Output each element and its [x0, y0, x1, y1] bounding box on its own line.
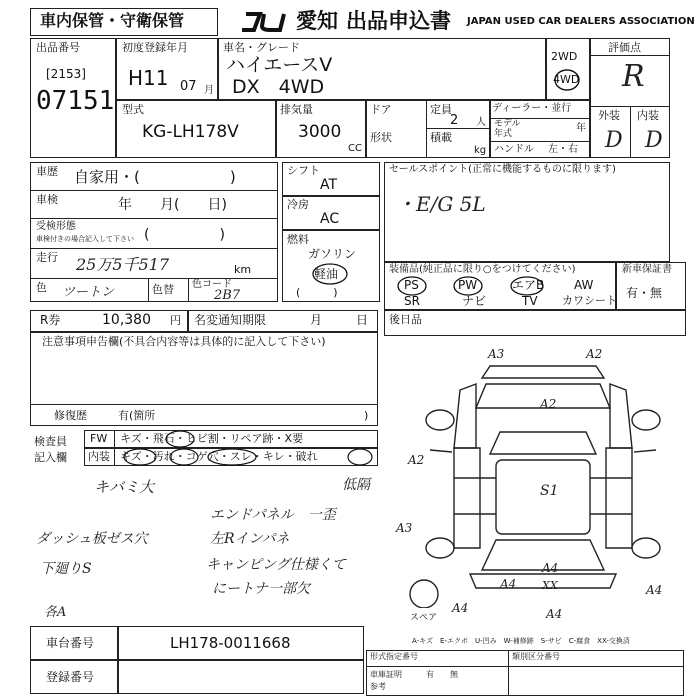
mileage-label: 走行: [36, 251, 58, 264]
dmg-mark-a2-side: A2: [408, 453, 425, 467]
inspector-label: 検査員 記入欄: [34, 435, 67, 464]
org-english: JAPAN USED CAR DEALERS ASSOCIATION: [467, 16, 695, 27]
dmg-mark-a2-front: A2: [540, 397, 557, 411]
recycle-label: R券: [40, 313, 61, 327]
dealer-import-label: ディーラー・並行: [492, 103, 572, 114]
load-unit: kg: [474, 145, 487, 156]
note-line-5: 左Rインパネ: [210, 531, 290, 547]
seats-unit: 人: [476, 117, 486, 128]
drive-4wd-circle-icon: [552, 68, 582, 92]
fuel-circle-icon: [310, 262, 350, 286]
lot-label: 出品番号: [36, 41, 80, 54]
dmg-mark-a3-top: A3: [488, 347, 505, 361]
color-value: ツートン: [62, 285, 115, 300]
registration-label: 初度登録年月: [122, 41, 188, 54]
note-line-6: キャンピング仕様くて: [206, 557, 346, 573]
interior-label: 内装: [88, 450, 110, 463]
recycle-unit: 円: [170, 314, 181, 327]
dealer-handle-opts: 左・右: [548, 144, 578, 155]
fw-items: キズ・飛石・ヒビ割・リペア跡・X要: [120, 432, 304, 445]
equip-tv: TV: [522, 294, 538, 308]
history-divider-4: [30, 278, 278, 279]
color-code-value: 2B7: [214, 288, 241, 303]
equip-navi: ナビ: [462, 294, 487, 308]
shape-label: 形状: [370, 131, 392, 144]
seats-label: 定員: [430, 103, 452, 116]
inspection-label: 車検: [36, 193, 58, 206]
doors-label: ドア: [370, 103, 392, 116]
fuel-diesel: 軽油: [314, 267, 339, 281]
rating-divider-3: [630, 106, 631, 158]
registration-month: 07: [180, 79, 197, 94]
ac-label: 冷房: [287, 198, 309, 211]
fw-label: FW: [90, 432, 108, 445]
history-label: 車歴: [36, 165, 58, 178]
org-name: 愛知: [296, 9, 338, 33]
warranty-value: 有・無: [626, 286, 663, 300]
notes-label: 注意事項申告欄(不具合内容等は具体的に記入して下さい): [42, 335, 326, 348]
shift-value: AT: [320, 177, 338, 193]
note-line-7: にートナ一部欠: [212, 581, 310, 597]
name-change-month-unit: 月: [310, 313, 323, 327]
equip-sr: SR: [404, 294, 420, 308]
garage-no: 無: [450, 670, 458, 679]
repair-label: 修復歴: [54, 409, 87, 422]
ac-value: AC: [320, 211, 340, 227]
plate-value-box: [118, 660, 364, 694]
note-line-8: 低隔: [342, 477, 370, 493]
fuel-label: 燃料: [287, 233, 309, 246]
rating-exterior-value: D: [605, 128, 623, 153]
interior-items: キズ・汚れ・コゲ穴・スレ・キレ・破れ: [120, 450, 318, 463]
fuel-gasoline: ガソリン: [308, 247, 357, 261]
later-date-box: [384, 310, 686, 336]
notes-repair-divider: [30, 404, 378, 405]
lot-number: 07151: [36, 86, 115, 116]
history-divider-1: [30, 190, 278, 191]
car-grade: DX 4WD: [232, 76, 325, 98]
equipment-label: 装備品(純正品に限り○をつけてください): [389, 264, 576, 275]
rating-exterior-label: 外装: [598, 109, 620, 122]
inspector-circles-icon: [84, 430, 378, 468]
dealer-handle-label: ハンドル: [494, 144, 534, 155]
car-body-diagram-icon: [400, 338, 680, 608]
plate-label: 登録番号: [46, 670, 95, 684]
garage-label: 車庫証明: [370, 670, 402, 679]
recycle-value: 10,380: [102, 312, 151, 328]
color-code-label: 色コード: [192, 279, 232, 290]
equip-pw: PW: [458, 278, 478, 292]
dmg-mark-a4-spare: A4: [452, 601, 469, 615]
equip-aw: AW: [574, 278, 594, 292]
color-divider-a: [148, 278, 149, 302]
equip-leather-seat: カワシート: [562, 294, 617, 307]
rating-score: R: [622, 59, 645, 94]
load-label: 積載: [430, 131, 452, 144]
repair-close: ): [364, 409, 369, 422]
engine-unit: CC: [348, 143, 362, 154]
model-value: KG-LH178V: [142, 122, 239, 142]
color-label: 色: [36, 281, 47, 294]
rating-label: 評価点: [608, 41, 641, 54]
warranty-label: 新車保証書: [622, 264, 672, 275]
registration-month-unit: 月: [204, 85, 214, 96]
engine-value: 3000: [298, 122, 342, 142]
color-divider-b: [188, 278, 189, 302]
sales-point-label: セールスポイント(正常に機能するものに限ります): [389, 164, 616, 175]
registration-era-year: H11: [128, 66, 169, 90]
name-change-day-unit: 日: [356, 313, 369, 327]
note-line-9: 各A: [44, 605, 67, 620]
type-divider-v: [508, 650, 509, 696]
chassis-label: 車台番号: [46, 636, 95, 650]
rating-interior-label: 内装: [637, 109, 659, 122]
dmg-mark-s1-roof: S1: [540, 483, 559, 499]
history-value: 自家用・( ): [74, 168, 236, 186]
dealer-model-year-label: モデル 年式: [494, 119, 521, 139]
later-date-label: 後日品: [389, 313, 422, 326]
lot-sub-number: [2153]: [46, 67, 86, 81]
rating-divider: [590, 55, 670, 56]
fuel-other: ( ): [296, 286, 338, 299]
name-change-label: 名変通知期限: [194, 313, 267, 327]
rating-interior-value: D: [645, 128, 663, 153]
equip-ps: PS: [404, 278, 419, 292]
garage-yes: 有: [426, 670, 434, 679]
sales-point-note: ・E/G 5L: [396, 192, 486, 216]
history-divider-2: [30, 218, 278, 219]
note-line-1: キバミ大: [94, 478, 155, 496]
dmg-mark-a4-bumper: A4: [546, 607, 563, 621]
drive-2wd: 2WD: [551, 50, 578, 63]
dmg-mark-a3-left: A3: [396, 521, 413, 535]
dealer-model-year-unit: 年: [576, 123, 586, 134]
type-divider-h: [366, 666, 684, 667]
inspection-value: 年 月( 日): [118, 197, 227, 213]
dmg-mark-a4-rear: A4: [542, 561, 559, 575]
note-line-2: ダッシュ板ゼス穴: [36, 531, 148, 547]
ju-logo: [240, 10, 294, 34]
note-line-4: エンドパネル 一歪: [210, 507, 336, 523]
class-label: 類別区分番号: [512, 652, 560, 661]
note-line-3: 下廻りS: [40, 561, 92, 577]
dealer-divider-2: [490, 141, 590, 142]
receipt-value: ( ): [144, 227, 225, 243]
history-divider-3: [30, 248, 278, 249]
model-label: 型式: [122, 103, 144, 116]
mileage-unit: km: [234, 263, 252, 276]
dmg-mark-xx-rear: XX: [542, 579, 558, 592]
dmg-mark-a4-right: A4: [646, 583, 663, 597]
reference-label: 参考: [370, 682, 386, 691]
body-divider-v: [426, 100, 427, 158]
car-label: 車名・グレード: [223, 41, 300, 54]
mileage-value: 25万5千517: [76, 255, 170, 274]
damage-legend: A-キズ E-エクボ U-凹み W-補修跡 S-サビ C-腐食 XX-交換済: [412, 637, 630, 645]
dmg-mark-a4-lower-left: A4: [500, 577, 517, 591]
drive-4wd: 4WD: [553, 73, 580, 86]
equip-airbag: エアB: [512, 278, 545, 292]
equipment-circles-icon: [384, 274, 617, 307]
car-name: ハイエースV: [226, 54, 333, 76]
repair-value: 有(箇所: [118, 409, 156, 422]
body-divider-h: [426, 128, 490, 129]
receipt-label: 受検形態: [36, 221, 76, 232]
seats-value: 2: [450, 113, 459, 128]
type-label: 形式指定番号: [370, 652, 418, 661]
chassis-value: LH178-0011668: [170, 634, 291, 652]
shift-label: シフト: [287, 164, 320, 177]
color-change-label: 色替: [152, 283, 174, 296]
form-title: 出品申込書: [346, 9, 451, 33]
engine-label: 排気量: [280, 103, 313, 116]
dmg-mark-a2-top: A2: [586, 347, 603, 361]
spare-label: スペア: [410, 613, 438, 623]
ju-logo-icon: [240, 10, 294, 34]
receipt-sub: 車検付きの場合記入して下さい: [36, 235, 134, 243]
storage-label: 車内保管・守衛保管: [40, 11, 185, 30]
